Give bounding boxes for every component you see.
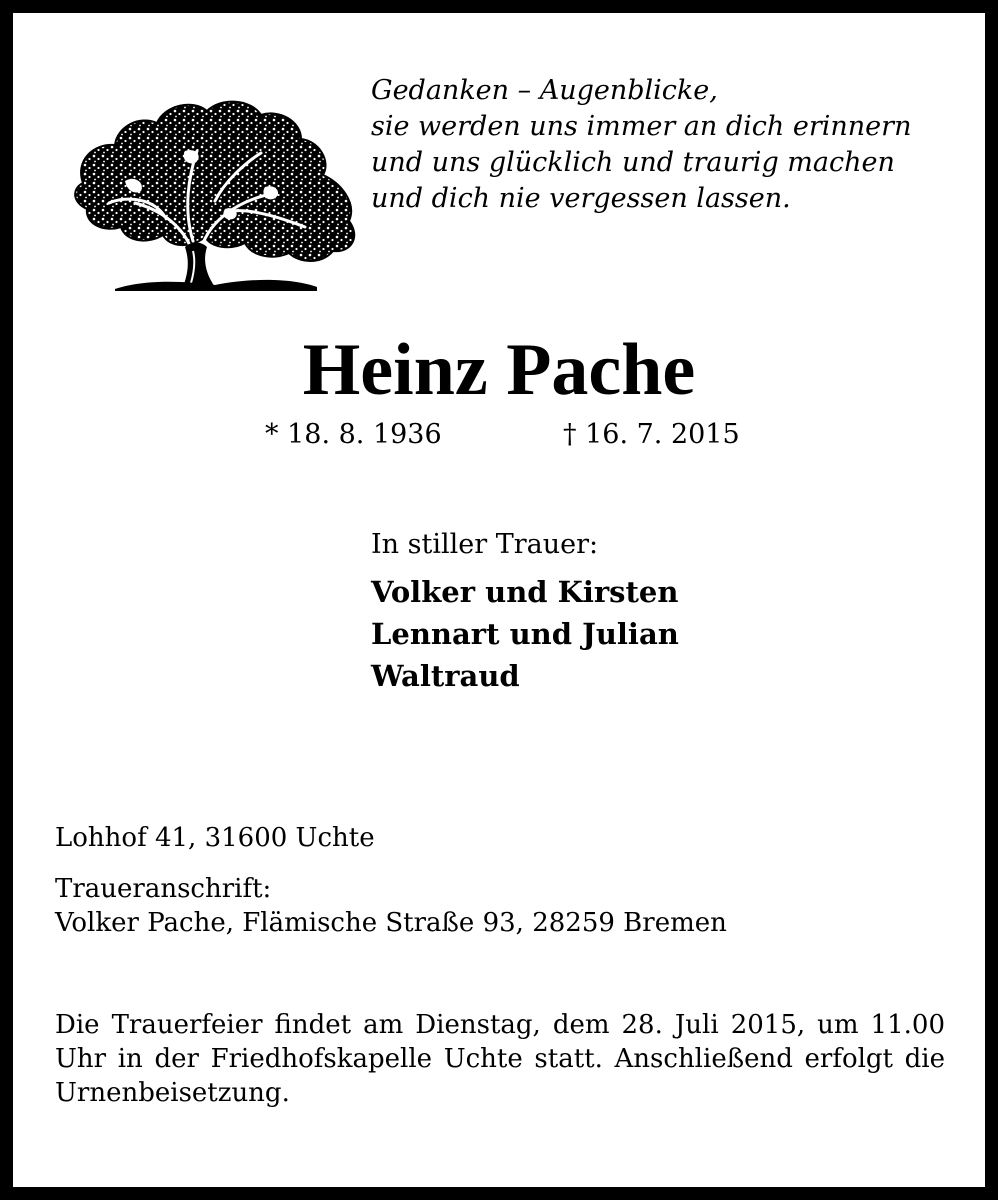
poem-line: und dich nie vergessen lassen. — [371, 183, 791, 214]
deceased-name: Heinz Pache — [302, 329, 696, 411]
tree-icon — [65, 91, 365, 296]
family-member: Volker und Kirsten — [371, 575, 679, 609]
birth-date: * 18. 8. 1936 — [265, 419, 442, 450]
poem-line: sie werden uns immer an dich erinnern — [371, 111, 912, 142]
poem-line: Gedanken – Augenblicke, — [371, 75, 718, 106]
mourning-label: In stiller Trauer: — [371, 529, 599, 560]
family-member: Waltraud — [371, 659, 520, 693]
poem-verse — [371, 73, 911, 217]
mailing-address-label: Traueranschrift: — [55, 874, 272, 904]
family-member: Lennart und Julian — [371, 617, 679, 651]
poem-line: und uns glücklich und traurig machen — [371, 147, 895, 178]
home-address: Lohhof 41, 31600 Uchte — [55, 823, 375, 853]
ceremony-details: Die Trauerfeier findet am Dienstag, dem 28. Juli 2015, um 11.00 Uhr in der Friedhofskapelle Uchte statt. Anschließend erfolgt die Urnenbeisetzung. — [55, 1010, 945, 1108]
death-date: † 16. 7. 2015 — [563, 419, 740, 450]
mailing-address: Volker Pache, Flämische Straße 93, 28259 Bremen — [55, 908, 727, 938]
family-list — [371, 571, 679, 697]
